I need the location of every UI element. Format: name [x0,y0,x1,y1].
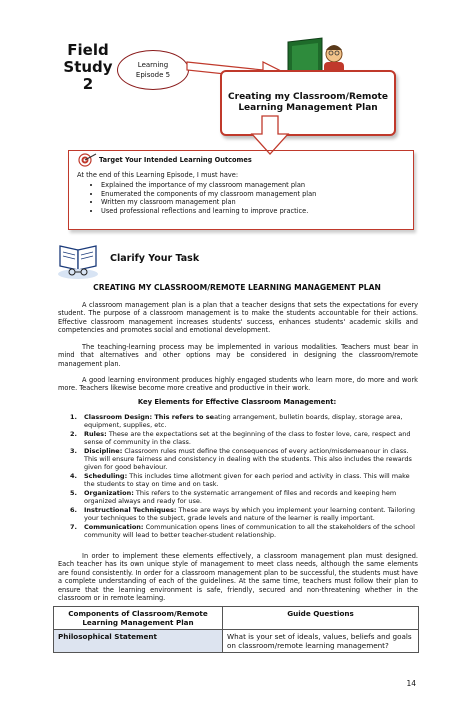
episode-line-2: Episode 5 [135,71,171,79]
outcomes-intro: At the end of this Learning Episode, I must have: [77,171,239,179]
episode-oval [117,50,189,90]
paragraph-3: A good learning environment produces highly engaged students who learn more, do more and work more. Teachers likewise become more creative and productive in their work. [58,376,418,393]
item-term: Instructional Techniques: [84,505,177,514]
document-title: CREATING MY CLASSROOM/REMOTE LEARNING MANAGEMENT PLAN [93,283,381,292]
outcome-item: • Used professional reflections and learning to improve practice. [101,207,316,216]
paragraph-2: The teaching-learning process may be implemented in various modalities. Teachers must bear in mind that alternatives and other options may be considered in designing the classroom/remote management plan. [58,343,418,368]
components-table [53,606,419,653]
item-number: 1. [70,413,77,421]
item-term: Scheduling: [84,471,128,480]
paragraph-4: In order to implement these elements effectively, a classroom management plan must designed. Each teacher has its own unique style of management to meet class needs, although the same elements are found consistently. In order for a classroom management plan to be successful, the students must have a complete understanding of each of the guidelines. At the same time, teachers must follow their plan to ensure that the learning environment is safe, friendly, secured and non-threatening whether in the classroom or in remote learning. [58,552,418,603]
table-header-questions: Guide Questions [223,607,419,630]
item-term: Discipline: [84,446,123,455]
book-glasses-icon [56,240,104,280]
key-element-item [56,506,418,522]
item-number: 3. [70,446,77,455]
episode-title-box [220,70,396,136]
page-number: 14 [406,679,416,688]
item-text: This includes time allotment given for each period and activity in class. This will make the students to stay on time and on task. [84,471,410,489]
episode-line-1: Learning [137,61,169,69]
table-cell-question: What is your set of ideals, values, beliefs and goals on classroom/remote learning management? [223,630,419,653]
item-term: Organization: [84,488,134,497]
outcome-item: • Written my classroom management plan [101,198,316,207]
key-element-item [56,447,418,472]
field-study-label [58,42,118,93]
item-text: These are the expectations set at the beginning of the class to foster love, care, respect and sense of community in the class. [84,429,411,447]
table-row [54,630,419,653]
clarify-heading: Clarify Your Task [110,253,200,264]
table-header-components: Components of Classroom/Remote Learning Management Plan [54,607,223,630]
item-term: Classroom Design: This refers to se [84,413,215,421]
key-elements-heading: Key Elements for Effective Classroom Management: [137,398,337,406]
item-text: Communication opens lines of communication to all the stakeholders of the school community will lead to better teacher-student relationship. [84,522,415,539]
target-icon [77,153,97,167]
outcomes-list [89,181,316,215]
field-study-text: Field Study 2 [63,41,113,93]
item-text: This refers to the systematic arrangement of files and records and keeping hem organized always and ready for use. [84,488,397,506]
item-number: 6. [70,505,77,514]
key-element-item [56,523,418,539]
item-text: Classroom rules must define the consequences of every action/misdemeanour in class. This will ensure fairness and consistency in dealing with the students. This also includes the rewards given for good behaviour. [84,446,412,472]
item-number: 5. [70,488,77,497]
outcome-item: • Enumerated the components of my classroom management plan [101,190,316,199]
key-element-item [56,489,418,505]
outcome-item: • Explained the importance of my classroom management plan [101,181,316,190]
item-number: 7. [70,522,77,531]
item-number: 2. [70,429,77,438]
learning-outcomes-box [68,150,414,230]
key-elements-list [56,413,418,540]
table-cell-component: Philosophical Statement [54,630,223,653]
item-text: These are ways by which you implement your learning content. Tailoring your techniques to the subject, grade levels and nature of the learner is really important. [84,505,415,522]
key-element-item [56,472,418,488]
outcomes-heading: Target Your Intended Learning Outcomes [99,156,252,164]
item-number: 4. [70,471,77,480]
key-element-item [56,430,418,446]
item-text: ating arrangement, bulletin boards, display, storage area, equipment, supplies, etc. [84,413,403,430]
paragraph-1: A classroom management plan is a plan that a teacher designs that sets the expectations for every student. The purpose of a classroom management is to make the students accountable for their actions. Effective classroom management increases students' success, enhances students' academic skills and competencies and promotes social and emotional development. [58,301,418,335]
table-header-row [54,607,419,630]
episode-title: Creating my Classroom/Remote Learning Management Plan [228,92,388,113]
item-term: Rules: [84,429,107,438]
item-term: Communication: [84,522,144,531]
key-element-item [56,413,418,429]
